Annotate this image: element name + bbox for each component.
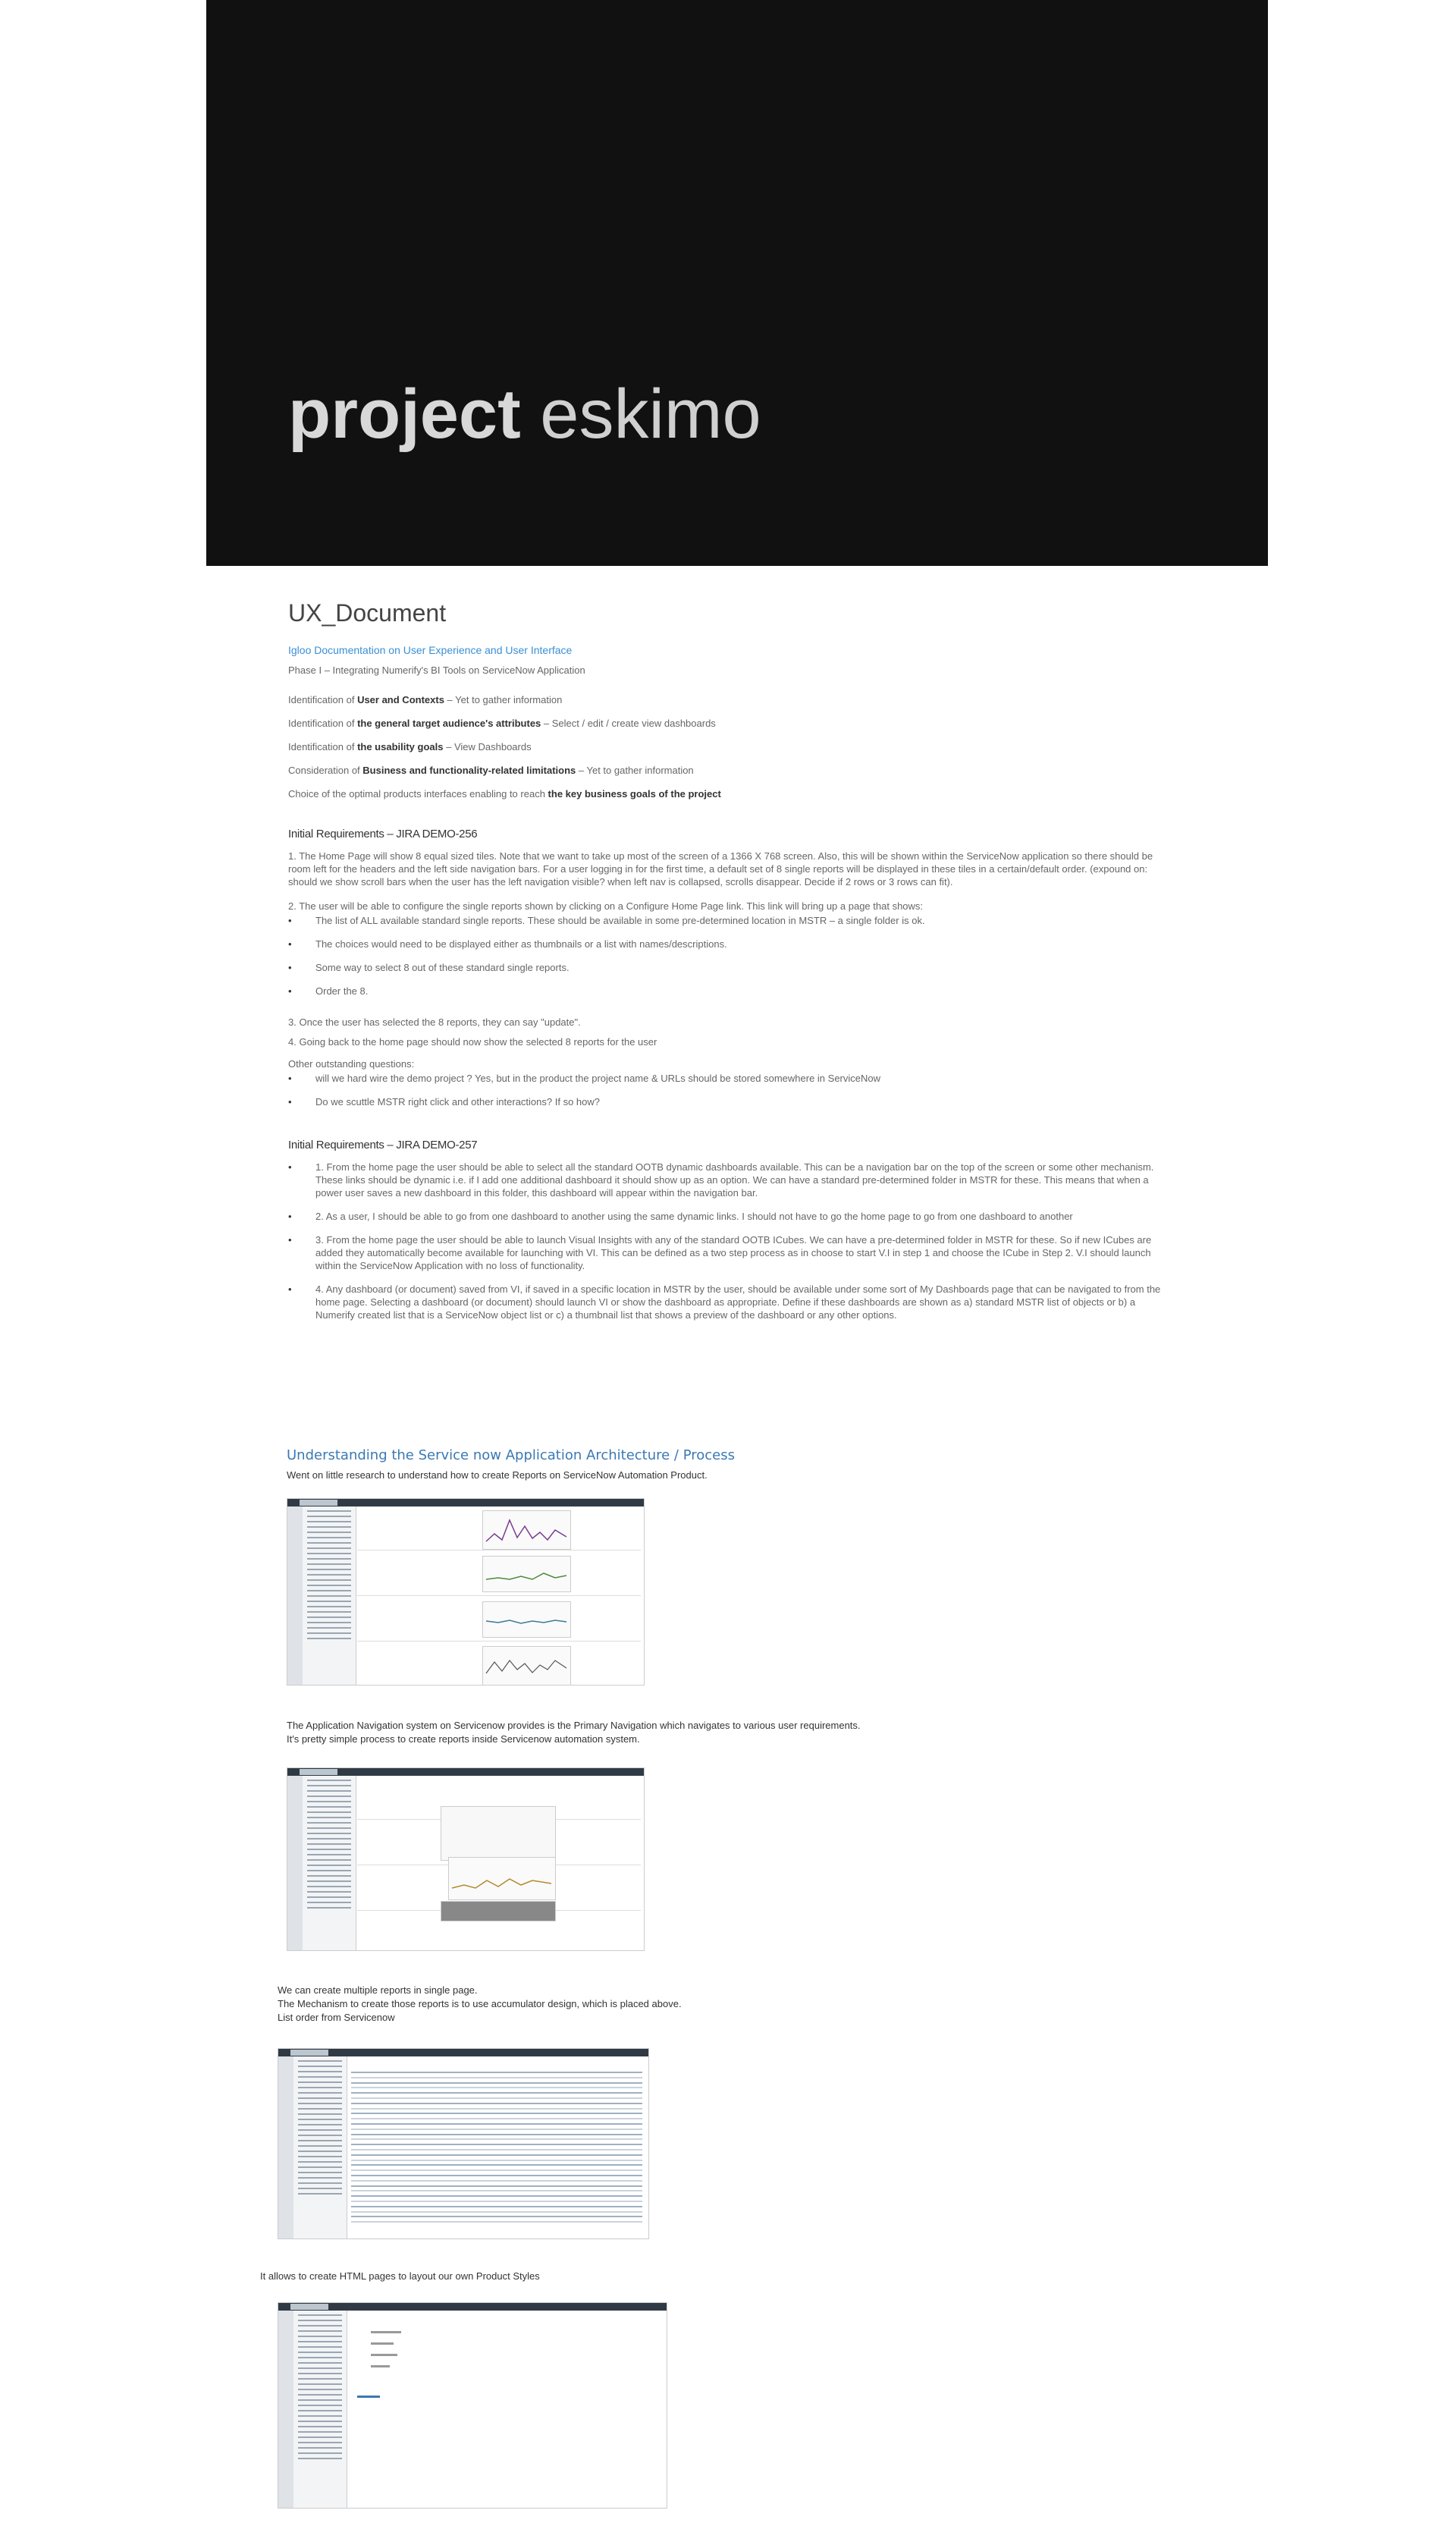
page-title: UX_Document [288, 599, 447, 627]
req256-p2: 2. The user will be able to configure the single reports shown by clicking on a Configure Home Page link. This link will bring up a page that shows: [288, 900, 924, 912]
identification-item: Identification of the general target audience's attributes – Select / edit / create view dashboards [288, 718, 716, 729]
app-navigator [303, 1506, 356, 1685]
list-item: • will we hard wire the demo project ? Yes, but in the product the project name & URLs should be stored somewhere in ServiceNow [288, 1072, 1175, 1085]
list-item: • 2. As a user, I should be able to go from one dashboard to another using the same dynamic links. I should not have to go the home page to go from one dashboard to another [288, 1210, 1175, 1223]
identification-item: Consideration of Business and functionality-related limitations – Yet to gather information [288, 765, 694, 776]
hero-banner [206, 0, 1268, 566]
caption-3: It allows to create HTML pages to layout our own Product Styles [260, 2270, 540, 2282]
list-item: • Do we scuttle MSTR right click and other interactions? If so how? [288, 1095, 1175, 1108]
other-questions-list [288, 1072, 1175, 1108]
list-item: • 4. Any dashboard (or document) saved from VI, if saved in a specific location in MSTR by the user, should be available under some sort of My Dashboards page that can be navigated to from the home page. Selecting a dashboard (or document) should launch VI or show the dashboard as appropriate. Define if these dashboards are shown as a) standard MSTR list of objects or b) a Numerify created list that is a ServiceNow object list or c) a thumbnail list that shows a preview of the dashboard or any other options. [288, 1283, 1175, 1321]
identification-item: Identification of the usability goals – View Dashboards [288, 741, 532, 752]
hero-title-bold: project [288, 375, 521, 453]
document-body [288, 599, 1175, 1332]
igloo-doc-link[interactable]: Igloo Documentation on User Experience and User Interface [288, 644, 573, 656]
list-item: • 1. From the home page the user should be able to select all the standard OOTB dynamic dashboards available. This can be a navigation bar on the top of the screen or some other mechanism. These links should be dynamic i.e. if I add one additional dashboard it should show up as an option. We can have a standard pre-determined folder in MSTR for these. This means that when a power user saves a new dashboard in this folder, this dashboard will appear within the navigation bar. [288, 1161, 1175, 1199]
servicenow-screenshot-1 [287, 1498, 645, 1686]
servicenow-logo [300, 1500, 337, 1506]
hero-title-light: eskimo [540, 375, 761, 453]
req257-heading: Initial Requirements – JIRA DEMO-257 [288, 1139, 478, 1151]
list-item: • 3. From the home page the user should be able to launch Visual Insights with any of the standard OOTB ICubes. We can have a pre-determined folder in MSTR for these. So if new ICubes are added they automatically become available for launching with VI. This can be defined as a two step process as in choose to start V.I in step 1 and choose the ICube in Step 2. V.I should launch within the ServiceNow Application with no loss of functionality. [288, 1233, 1175, 1272]
servicenow-list-screenshot [278, 2048, 649, 2239]
req256-p4: 4. Going back to the home page should now show the selected 8 reports for the user [288, 1036, 657, 1048]
identification-item: Identification of User and Contexts – Yet to gather information [288, 694, 563, 705]
caption-2b: The Mechanism to create those reports is to use accumulator design, which is placed above. [278, 1998, 682, 2009]
caption-1b: It's pretty simple process to create reports inside Servicenow automation system. [287, 1733, 640, 1745]
identification-list [288, 693, 1175, 800]
req257-list [288, 1161, 1175, 1321]
list-item: • Order the 8. [288, 985, 1175, 998]
req256-p1: 1. The Home Page will show 8 equal sized tiles. Note that we want to take up most of the screen of a 1366 X 768 screen. Also, this will be shown within the ServiceNow application so there should be room left for the headers and the left side navigation bars. For a user logging in for the first time, a default set of 8 single reports will be displayed in these tiles in a certain/default order. (expound on: should we show scroll bars when the user has the left navigation visible? when left nav is collapsed, scrolls disappear. Decide if 2 rows or 3 rows can fit). [288, 850, 1153, 888]
caption-2c: List order from Servicenow [278, 2012, 395, 2023]
req256-p3: 3. Once the user has selected the 8 reports, they can say "update". [288, 1016, 581, 1028]
list-item: • The list of ALL available standard single reports. These should be available in some pre-determined location in MSTR – a single folder is ok. [288, 914, 1175, 927]
other-questions-label: Other outstanding questions: [288, 1058, 415, 1070]
req256-bullets [288, 914, 1175, 998]
architecture-heading: Understanding the Service now Application Architecture / Process [287, 1447, 735, 1463]
req256-heading: Initial Requirements – JIRA DEMO-256 [288, 828, 478, 840]
identification-item: Choice of the optimal products interfaces enabling to reach the key business goals of the project [288, 788, 721, 800]
servicenow-html-screenshot [278, 2302, 667, 2509]
caption-2a: We can create multiple reports in single page. [278, 1984, 478, 1996]
list-item: • Some way to select 8 out of these standard single reports. [288, 961, 1175, 974]
list-item: • The choices would need to be displayed either as thumbnails or a list with names/descriptions. [288, 938, 1175, 950]
phase-text: Phase I – Integrating Numerify's BI Tools on ServiceNow Application [288, 664, 585, 676]
architecture-subtitle: Went on little research to understand how to create Reports on ServiceNow Automation Product. [287, 1469, 708, 1481]
servicenow-screenshot-2 [287, 1767, 645, 1951]
hero-title [288, 375, 761, 453]
caption-1a: The Application Navigation system on Servicenow provides is the Primary Navigation which navigates to various user requirements. [287, 1720, 861, 1731]
